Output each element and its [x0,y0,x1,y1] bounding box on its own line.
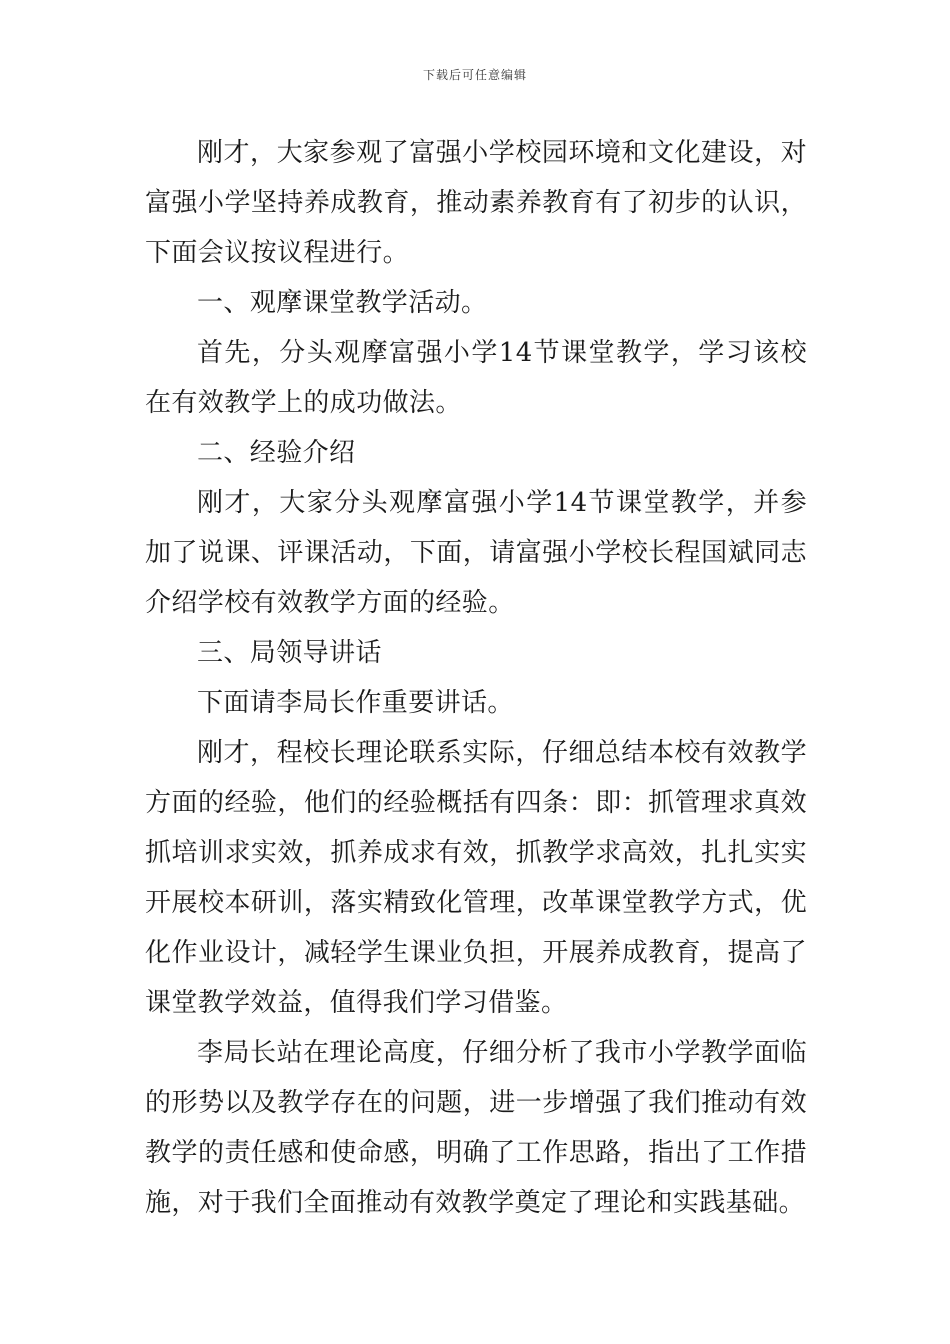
section-heading-3: 三、局领导讲话 [197,638,382,668]
document-body [145,128,807,1228]
paragraph-experience: 刚才，大家分头观摩富强小学14节课堂教学，并参加了说课、评课活动，下面，请富强小学校长程国斌同志介绍学校有效教学方面的经验。 [145,488,807,618]
paragraph-intro: 刚才，大家参观了富强小学校园环境和文化建设，对富强小学坚持养成教育，推动素养教育有了初步的认识，下面会议按议程进行。 [145,138,807,268]
paragraph-conclusion: 李局长站在理论高度，仔细分析了我市小学教学面临的形势以及教学存在的问题，进一步增强了我们推动有效教学的责任感和使命感，明确了工作思路，指出了工作措施，对于我们全面推动有效教学奠定了理论和实践基础。 [145,1038,807,1218]
section-heading-2: 二、经验介绍 [197,438,356,468]
header-note: 下载后可任意编辑 [422,68,527,82]
paragraph-speech-intro: 下面请李局长作重要讲话。 [197,688,514,718]
section-heading-1: 一、观摩课堂教学活动。 [197,288,488,318]
paragraph-summary: 刚才，程校长理论联系实际，仔细总结本校有效教学方面的经验，他们的经验概括有四条：即：抓管理求真效抓培训求实效，抓养成求有效，抓教学求高效，扎扎实实开展校本研训，落实精致化管理，改革课堂教学方式，优化作业设计，减轻学生课业负担，开展养成教育，提高了课堂教学效益，值得我们学习借鉴。 [145,738,807,1018]
paragraph-observation: 首先，分头观摩富强小学14节课堂教学，学习该校在有效教学上的成功做法。 [145,338,807,418]
